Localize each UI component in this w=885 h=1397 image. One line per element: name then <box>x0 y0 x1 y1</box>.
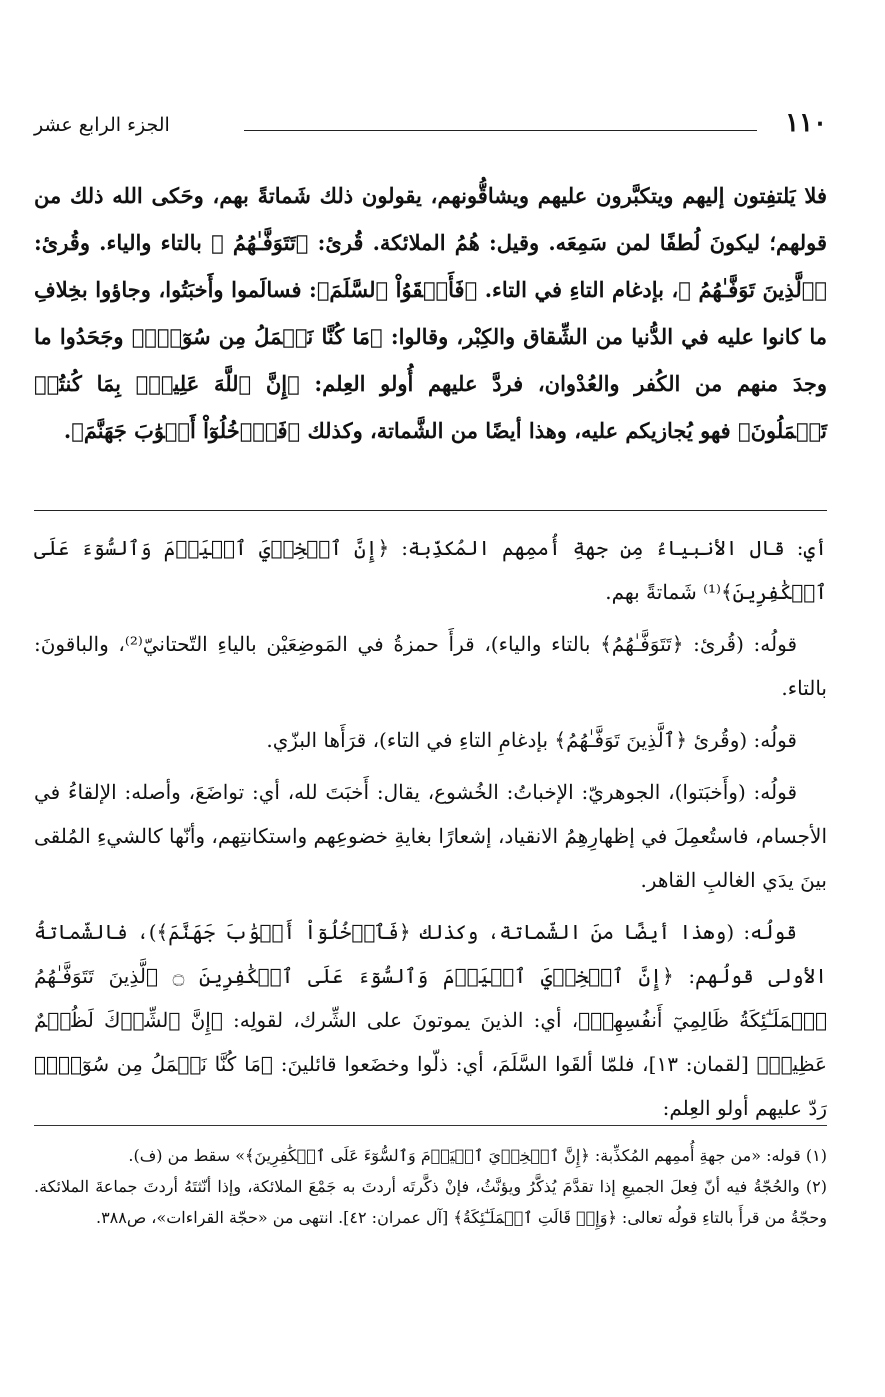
commentary-paragraph: قولُه: (قُرئ: ﴿تَتَوَفَّـٰهُمُ﴾ بالتاء والياء)، قرأَ حمزةُ في المَوضِعَيْن بالياءِ التّحتانيّ⁽²⁾، والباقونَ: بالتاء. <box>34 632 827 700</box>
page-header <box>34 108 827 148</box>
footnote: (١) قوله: «من جهةِ أُممِهم المُكذِّبة: ﴿إِنَّ ٱلۡخِزۡيَ ٱلۡيَوۡمَ وَٱلسُّوٓءَ عَلَى ٱلۡكَٰفِرِينَ﴾» سقط من (ف). <box>128 1146 827 1165</box>
commentary-paragraph: قولُه: (وأَخبَتوا)، الجوهريّ: الإخباتُ: الخُشوع، يقال: أَخبَتَ لله، أي: تواضَعَ، وأصله: الإلقاءُ في الأجسام، فاستُعمِلَ في إظهارِهِمُ الانقياد، إشعارًا بغايةِ خضوعِهم واستكانتِهم، وأنّها كالشيءِ المُلقى بينَ يدَي الغالبِ القاهر. <box>34 780 827 892</box>
main-text <box>34 172 827 454</box>
section-divider <box>34 510 827 511</box>
commentary-paragraph: قولُه: (وهذا أيضًا منَ الشّماتة، وكذلك ﴿فَٱدۡخُلُوٓاْ أَبۡوَٰبَ جَهَنَّمَ﴾)، فالشّماتةُ الأولى قولُهم: ﴿إِنَّ ٱلۡخِزۡيَ ٱلۡيَوۡمَ وَٱلسُّوٓءَ عَلَى ٱلۡكَٰفِرِينَ ۝ ٱلَّذِينَ تَتَوَفَّـٰهُمُ ٱلۡمَلَـٰٓئِكَةُ ظَالِمِيٓ أَنفُسِهِمۡ﴾، أي: الذينَ يموتونَ على الشِّرك، لقولِه: ﴿إِنَّ ٱلشِّرۡكَ لَظُلۡمٌ عَظِيمٞ﴾ [لقمان: ١٣]، فلمّا ألقَوا السَّلَمَ، أي: ذلّوا وخضَعوا قائلينَ: ﴿مَا كُنَّا نَعۡمَلُ مِن سُوٓءِۭ﴾ رَدّ عليهم أولو العِلم: <box>34 920 828 1120</box>
commentary-paragraph: قولُه: (وقُرئ ﴿ٱلَّذِينَ تَوَفَّـٰهُمُ﴾ بإدغامِ التاءِ في التاء)، قرَأَها البزّي. <box>266 728 797 752</box>
main-paragraph: فلا يَلتفِتون إليهم ويتكبَّرون عليهم ويشاقُّونهم، يقولون ذلك شَماتةً بهم، وحَكى الله ذلك من قولهم؛ ليكونَ لُطفًا لمن سَمِعَه. وقيل: هُمُ الملائكة. قُرئ: ﴿تَتَوَفَّـٰهُمُ ﴾ بالتاء والياء. وقُرئ: ﴿ٱلَّذِينَ تَوَفَّـٰهُمُ ﴾، بإدغام التاءِ في التاء. ﴿فَأَلۡقَوُاْ ٱلسَّلَمَ﴾: فسالَموا وأَخبَتُوا، وجاؤوا بخِلافِ ما كانوا عليه في الدُّنيا من الشِّقاق والكِبْر، وقالوا: ﴿مَا كُنَّا نَعۡمَلُ مِن سُوٓءِۭ﴾ وجَحَدُوا ما وجدَ منهم من الكُفر والعُدْوان، فردَّ عليهم أُولو العِلم: ﴿إِنَّ ٱللَّهَ عَلِيمُۢ بِمَا كُنتُمۡ تَعۡمَلُونَ﴾ فهو يُجازيكم عليه، وهذا أيضًا من الشَّماتة، وكذلك ﴿فَٱدۡخُلُوٓاْ أَبۡوَٰبَ جَهَنَّمَ﴾. <box>34 183 827 443</box>
footnote: (٢) والحُجّةُ فيه أنّ فِعلَ الجميعِ إذا تقدَّمَ يُذكَّرُ ويؤنَّثُ، فإنْ ذكَّرتَه أردتَ به جَمْعَ الملائكة، وإذا أنّثتَهُ أردتَ جماعةَ الملائكة. وحجّةُ من قرأَ بالتاءِ قولُه تعالى: ﴿وَإِذۡ قَالَتِ ٱلۡمَلَـٰٓئِكَةُ﴾ [آل عمران: ٤٢]. انتهى من «حجّة القراءات»، ص٣٨٨. <box>34 1177 827 1227</box>
commentary-paragraph: أي: قال الأنبياءُ مِن جهةِ أُممِهم المُكذِّبة: ﴿إِنَّ ٱلۡخِزۡيَ ٱلۡيَوۡمَ وَٱلسُّوٓءَ عَلَى ٱلۡكَٰفِرِينَ﴾⁽¹⁾ شَماتةً بهم. <box>34 536 827 604</box>
running-title: الجزء الرابع عشر <box>34 114 170 136</box>
header-rule <box>244 130 757 131</box>
commentary <box>34 526 827 1138</box>
page-number: ١١٠ <box>785 108 827 138</box>
footnotes <box>34 1140 827 1233</box>
footnote-divider <box>34 1125 827 1126</box>
